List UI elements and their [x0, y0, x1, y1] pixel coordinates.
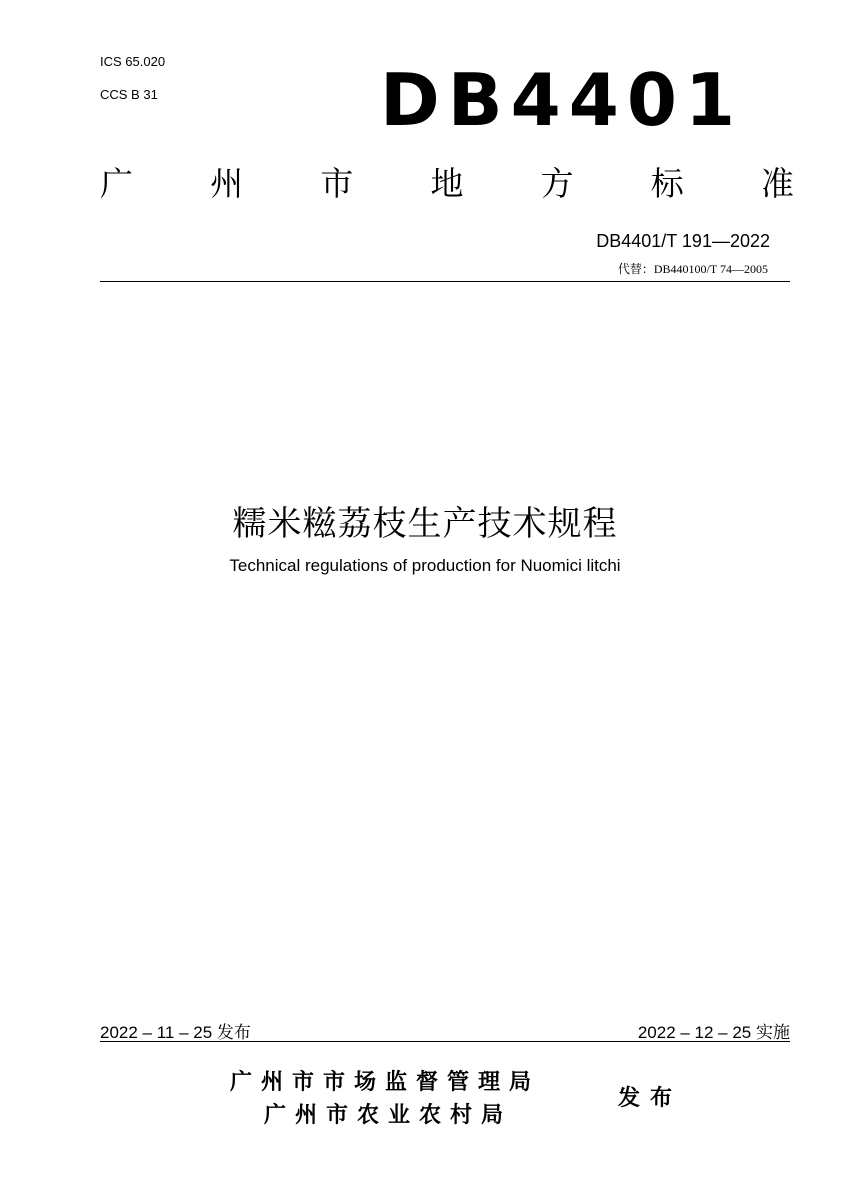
ccs-code: CCS B 31: [100, 87, 158, 102]
footer-divider: [100, 1041, 790, 1042]
header-divider: [100, 281, 790, 282]
standard-code: DB4401: [380, 58, 744, 142]
standard-number: DB4401/T 191—2022: [596, 231, 770, 251]
issuer-line-2: 广州市农业农村局: [264, 1103, 513, 1128]
local-standard-char: 市: [320, 164, 354, 203]
ics-code: ICS 65.020: [100, 54, 166, 69]
issue-word: 发布: [618, 1086, 683, 1111]
local-standard-char: 广: [100, 164, 133, 203]
local-standard-char: 准: [760, 164, 794, 203]
title-english: Technical regulations of production for Nuomici litchi: [229, 556, 621, 575]
local-standard-char: 州: [210, 164, 244, 203]
local-standard-char: 地: [430, 164, 464, 203]
local-standard-char: 方: [540, 164, 574, 203]
implement-date: 2022 – 12 – 25 实施: [637, 1023, 790, 1042]
local-standard-char: 标: [650, 164, 684, 203]
title-chinese: 糯米糍荔枝生产技术规程: [232, 504, 618, 544]
replaces-note: 代替：DB440100/T 74—2005: [617, 262, 768, 276]
issuer-line-1: 广州市市场监督管理局: [230, 1070, 541, 1095]
publish-date: 2022 – 11 – 25 发布: [100, 1023, 251, 1042]
local-standard-heading: [100, 164, 794, 204]
